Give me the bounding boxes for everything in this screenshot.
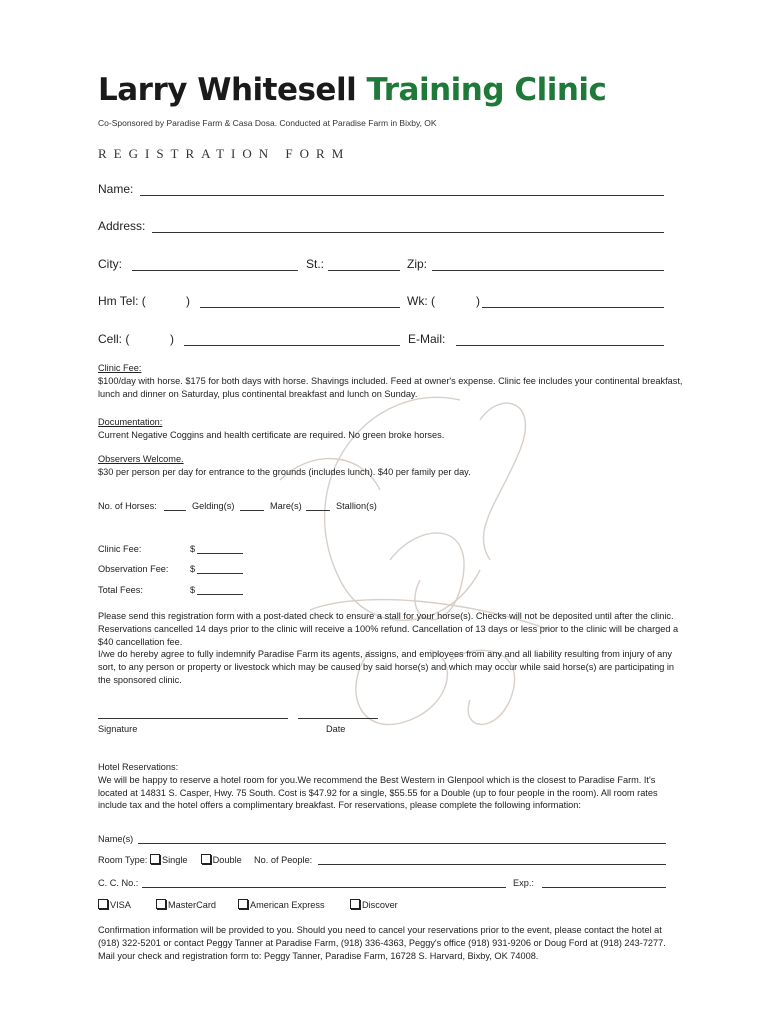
clinic-fee-dollar: $ xyxy=(190,544,196,554)
zip-label: Zip: xyxy=(407,257,428,271)
title-clinic: Training Clinic xyxy=(366,72,607,108)
cell-paren: ) xyxy=(170,332,174,346)
terms-paragraph: Please send this registration form with a post-dated check to ensure a stall for your horse(s). Checks will not be deposited until after the clinic. Reservations cancelled 14 days prior to the clinic will receive a 100% refund. Cancellation of 13 days or less prior to the clinic will be charged a $40 cancellation fee. xyxy=(98,611,679,647)
total-fees-amount-field[interactable] xyxy=(197,594,243,595)
mastercard-label: MasterCard xyxy=(168,900,216,910)
observation-fee-label: Observation Fee: xyxy=(98,564,169,574)
gelding-field[interactable] xyxy=(240,510,264,511)
amex-checkbox[interactable] xyxy=(238,899,248,909)
cell-field[interactable] xyxy=(184,345,400,346)
mail-instructions: Mail your check and registration form to: Peggy Tanner, Paradise Farm, 16728 S. Harvard, Bixby, OK 74008. xyxy=(98,951,539,961)
clinic-fee-text: $100/day with horse. $175 for both days with horse. Shavings included. Feed at owner's expense. Clinic fee includes your continental breakfast, lunch and dinner on Saturday, plus continental breakfast and lunch on Sunday. xyxy=(98,375,683,399)
double-label: Double xyxy=(212,855,242,865)
date-label: Date xyxy=(326,724,346,734)
mare-label: Mare(s) xyxy=(270,501,302,511)
people-label: No. of People: xyxy=(254,855,313,865)
names-label: Name(s) xyxy=(98,834,134,844)
form-heading: REGISTRATION FORM xyxy=(98,146,351,161)
indemnity-paragraph: I/we do hereby agree to fully indemnify Paradise Farm its agents, assigns, and employees from any and all liability resulting from injury of any sort, to any person or property or livestock which may be caused by said horse(s) and which may occur while said horse(s) are participating in the sponsored clinic. xyxy=(98,649,675,685)
visa-checkbox[interactable] xyxy=(98,899,108,909)
cc-number-field[interactable] xyxy=(142,887,506,888)
state-field[interactable] xyxy=(328,270,400,271)
city-label: City: xyxy=(98,257,122,271)
mastercard-checkbox[interactable] xyxy=(156,899,166,909)
single-checkbox[interactable] xyxy=(150,854,160,864)
cc-label: C. C. No.: xyxy=(98,878,139,888)
clinic-fee-section xyxy=(98,362,688,400)
city-field[interactable] xyxy=(132,270,298,271)
email-label: E-Mail: xyxy=(408,332,446,346)
card-mastercard[interactable] xyxy=(156,899,216,912)
people-field[interactable] xyxy=(318,864,666,865)
home-tel-field[interactable] xyxy=(200,307,400,308)
name-field[interactable] xyxy=(140,195,664,196)
title-name: Larry Whitesell xyxy=(98,72,357,108)
address-label: Address: xyxy=(98,219,146,233)
home-tel-paren: ) xyxy=(186,294,190,308)
observers-heading: Observers Welcome. xyxy=(98,454,184,464)
single-label: Single xyxy=(161,855,188,865)
sponsor-subtitle: Co-Sponsored by Paradise Farm & Casa Dosa. Conducted at Paradise Farm in Bixby, OK xyxy=(98,118,437,128)
work-tel-field[interactable] xyxy=(482,307,664,308)
stallion-label: Stallion(s) xyxy=(336,501,377,511)
state-label: St.: xyxy=(306,257,325,271)
exp-label: Exp.: xyxy=(513,878,534,888)
horses-count-field[interactable] xyxy=(164,510,186,511)
card-discover[interactable] xyxy=(350,899,398,912)
room-type-row xyxy=(98,854,242,867)
names-field[interactable] xyxy=(138,843,666,844)
date-field[interactable] xyxy=(298,718,378,719)
email-field[interactable] xyxy=(456,345,664,346)
discover-checkbox[interactable] xyxy=(350,899,360,909)
page-title xyxy=(98,72,606,108)
observers-section xyxy=(98,453,688,479)
horses-label: No. of Horses: xyxy=(98,501,157,511)
total-fees-label: Total Fees: xyxy=(98,585,143,595)
clinic-fee-heading: Clinic Fee: xyxy=(98,363,142,373)
hotel-text: We will be happy to reserve a hotel room for you.We recommend the Best Western in Glenpool which is the closest to Paradise Farm. It's located at 14831 S. Casper, Hwy. 75 South. Cost is $47.92 for a single, $55.55 for a Double (up to four people in the room). All room rates include tax and the hotel offers a complimentary breakfast. For reservations, please complete the following information: xyxy=(98,774,658,811)
observation-fee-dollar: $ xyxy=(190,564,196,574)
name-label: Name: xyxy=(98,182,134,196)
gelding-label: Gelding(s) xyxy=(192,501,235,511)
visa-label: VISA xyxy=(110,900,131,910)
observation-fee-amount-field[interactable] xyxy=(197,573,243,574)
amex-label: American Express xyxy=(250,900,325,910)
documentation-text: Current Negative Coggins and health certificate are required. No green broke horses. xyxy=(98,429,445,440)
confirmation-text: Confirmation information will be provided to you. Should you need to cancel your reservations prior to the event, please contact the hotel at (918) 322-5201 or contact Peggy Tanner at Paradise Farm, (918) 336-4363, Peggy's office (918) 931-9206 or Doug Ford at (918) 243-7277. xyxy=(98,925,666,948)
discover-label: Discover xyxy=(362,900,398,910)
address-field[interactable] xyxy=(152,232,664,233)
exp-field[interactable] xyxy=(542,887,666,888)
cell-label: Cell: ( xyxy=(98,332,130,346)
home-tel-label: Hm Tel: ( xyxy=(98,294,146,308)
total-fees-dollar: $ xyxy=(190,585,196,595)
card-visa[interactable] xyxy=(98,899,131,912)
signature-field[interactable] xyxy=(98,718,288,719)
hotel-section xyxy=(98,761,682,812)
documentation-section xyxy=(98,416,688,442)
signature-label: Signature xyxy=(98,724,138,734)
work-tel-paren: ) xyxy=(476,294,480,308)
documentation-heading: Documentation: xyxy=(98,417,163,427)
double-checkbox[interactable] xyxy=(201,854,211,864)
card-amex[interactable] xyxy=(238,899,325,912)
clinic-fee-total-label: Clinic Fee: xyxy=(98,544,142,554)
zip-field[interactable] xyxy=(432,270,664,271)
hotel-heading: Hotel Reservations: xyxy=(98,762,179,772)
room-type-label: Room Type: xyxy=(98,855,148,865)
clinic-fee-amount-field[interactable] xyxy=(197,553,243,554)
work-tel-label: Wk: ( xyxy=(407,294,435,308)
observers-text: $30 per person per day for entrance to the grounds (includes lunch). $40 per family per day. xyxy=(98,466,471,477)
mare-field[interactable] xyxy=(306,510,330,511)
